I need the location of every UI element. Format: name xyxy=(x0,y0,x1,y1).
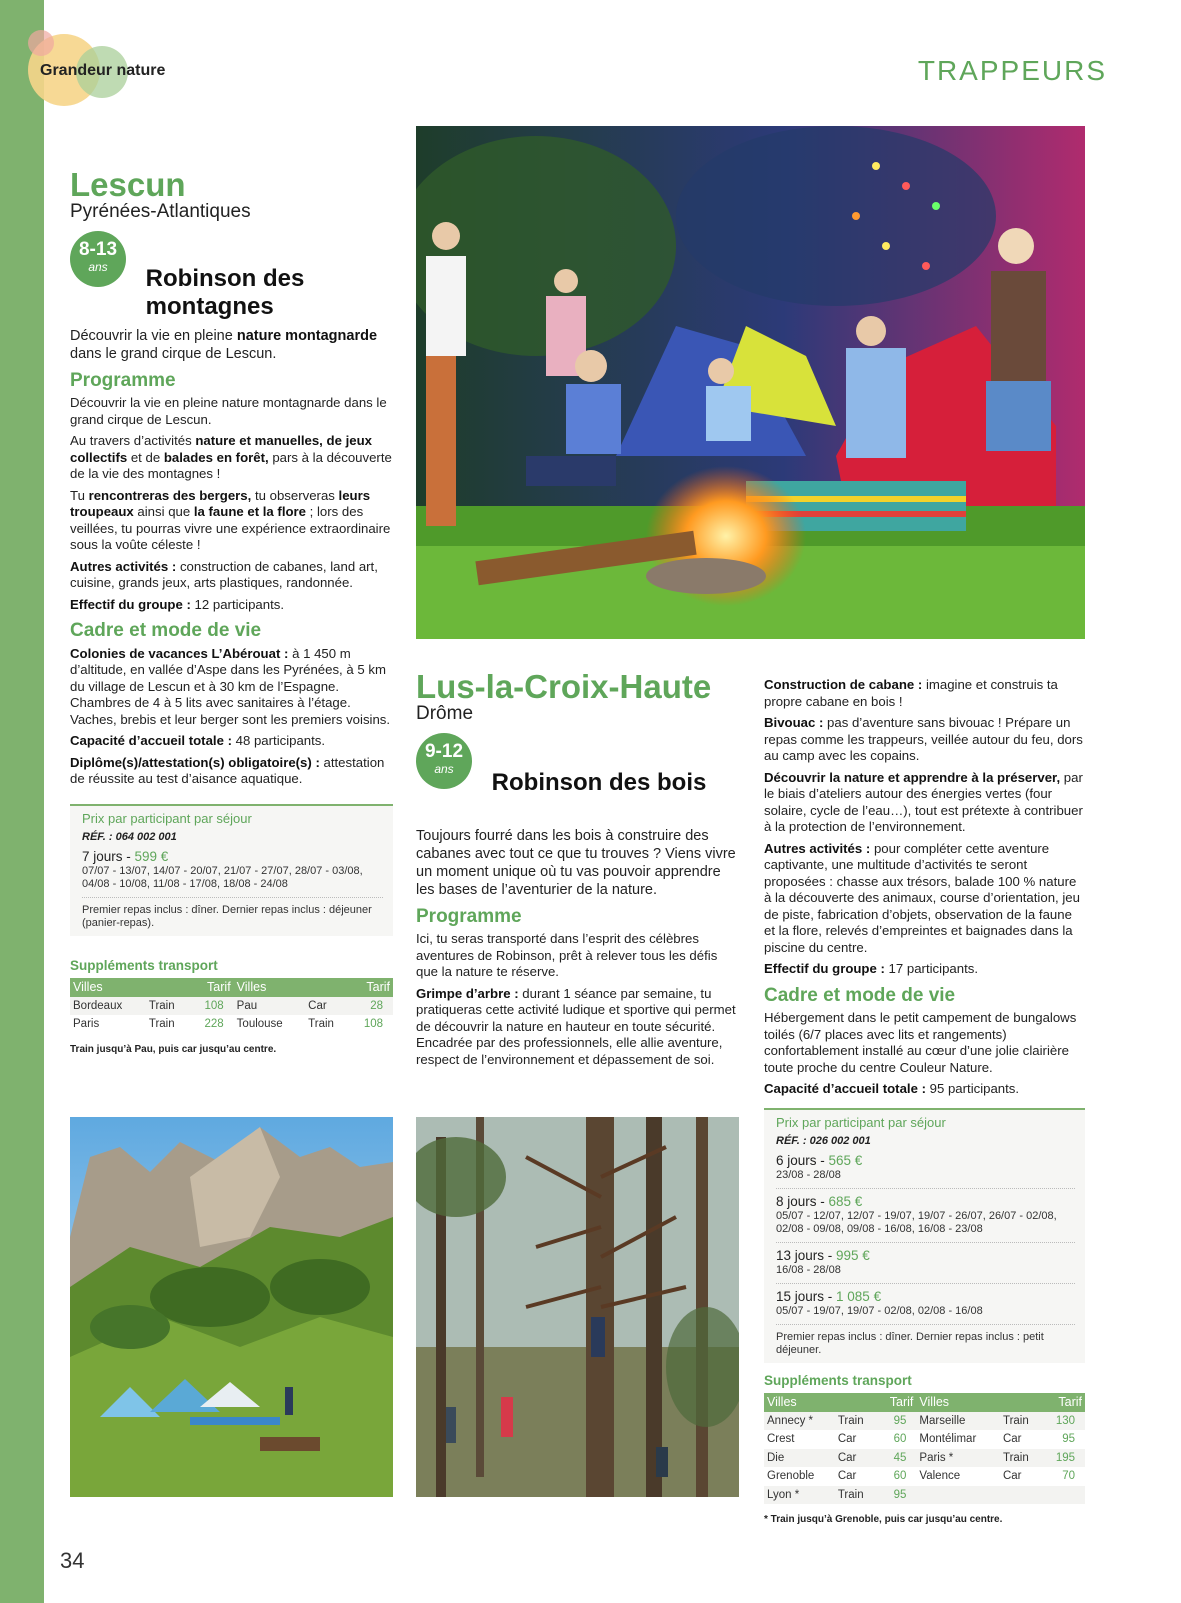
stay-title: Robinson des bois xyxy=(491,768,707,796)
transport-note: * Train jusqu’à Grenoble, puis car jusqu’au centre. xyxy=(764,1514,1003,1525)
programme-heading: Programme xyxy=(416,905,522,927)
price-heading: Prix par participant par séjour xyxy=(82,810,252,826)
lus-column xyxy=(416,668,738,1073)
programme-text: Découvrir la vie en pleine nature montagnarde dans le grand cirque de Lescun. xyxy=(70,395,387,427)
cadre-text: Colonies de vacances L’Abérouat : à 1 450 m d’altitude, en vallée d’Aspe dans les Pyrénées, à 5 km du village de Lescun et à 30 km de l’Espagne. Chambres de 4 à 5 lits avec sanitaires à l’étage. Vaches, brebis et leur berger sont les premiers voisins. xyxy=(70,645,391,727)
lus-column-right xyxy=(764,677,1085,1529)
place-title: Lescun xyxy=(70,166,186,203)
price-row: 7 jours - 599 € 07/07 - 13/07, 14/07 - 20/07, 21/07 - 27/07, 28/07 - 03/08, 04/08 - 10/08, 11/08 - 17/08, 18/08 - 24/08 xyxy=(82,850,383,898)
table-row: Crest Car 60 Montélimar Car 95 xyxy=(767,1433,1075,1445)
table-row: Grenoble Car 60 Valence Car 70 xyxy=(767,1470,1075,1482)
price-row: 8 jours - 685 € 05/07 - 12/07, 12/07 - 19/07, 19/07 - 26/07, 26/07 - 02/08, 02/08 - 09/08, 09/08 - 16/08, 16/08 - 23/08 xyxy=(776,1195,1075,1243)
transport-heading: Suppléments transport xyxy=(70,957,218,973)
cabane-text: Construction de cabane : imagine et construis ta propre cabane en bois ! xyxy=(764,677,1058,709)
group-size: Effectif du groupe : 12 participants. xyxy=(70,596,284,612)
table-row: Paris Train 228 Toulouse Train 108 xyxy=(73,1018,383,1030)
capacity: Capacité d’accueil totale : 48 participants. xyxy=(70,733,326,748)
programme-text: Tu rencontreras des bergers, tu observeras leurs troupeaux ainsi que la faune et la flore ; lors des veillées, tu pourras vivre une expérience extraordinaire sous la voûte céleste ! xyxy=(70,487,391,552)
place-title: Lus-la-Croix-Haute xyxy=(416,668,712,705)
group-size: Effectif du groupe : 17 participants. xyxy=(764,961,978,976)
price-note: Premier repas inclus : dîner. Dernier repas inclus : petit déjeuner. xyxy=(776,1330,1044,1356)
left-color-band xyxy=(0,0,44,1603)
programme-heading: Programme xyxy=(70,369,176,391)
transport-heading: Suppléments transport xyxy=(764,1372,912,1388)
brand-logo xyxy=(26,28,216,108)
reference: RÉF. : 026 002 001 xyxy=(776,1134,871,1147)
campfire-photo xyxy=(416,126,1085,639)
programme-text: Ici, tu seras transporté dans l’esprit des célèbres aventures de Robinson, prêt à relever tous les défis que la nature te réserve. xyxy=(416,931,718,979)
price-heading: Prix par participant par séjour xyxy=(776,1114,946,1130)
page-number: 34 xyxy=(60,1548,85,1573)
transport-note: Train jusqu’à Pau, puis car jusqu’au centre. xyxy=(70,1043,277,1055)
price-row: 13 jours - 995 € 16/08 - 28/08 xyxy=(776,1249,1075,1284)
region: Pyrénées-Atlantiques xyxy=(70,201,251,222)
brand-name: Grandeur nature xyxy=(40,62,166,79)
capacity: Capacité d’accueil totale : 95 participants. xyxy=(764,1081,1020,1096)
stay-intro: Découvrir la vie en pleine nature montagnarde dans le grand cirque de Lescun. xyxy=(70,327,378,362)
region: Drôme xyxy=(416,703,474,724)
bivouac-text: Bivouac : pas d’aventure sans bivouac ! Prépare un repas comme les trappeurs, veillée autour du feu, dors au camp avec les copains. xyxy=(764,715,1083,763)
stay-intro: Toujours fourré dans les bois à construire des cabanes avec tout ce que tu trouves ? Viens vivre un moment unique où tu vas pouvoir apprendre les bases de l’aventurier de la nature. xyxy=(416,827,736,898)
price-note: Premier repas inclus : dîner. Dernier repas inclus : déjeuner (panier-repas). xyxy=(82,903,372,929)
other-activities: Autres activités : pour compléter cette aventure captivante, une multitude d’activités te seront proposées : chasse aux trésors, balade 100 % nature à la découverte des animaux, course d’orientation, jeu de piste, fabrication d’objets, observation de la faune et la flore, relevés d’empreintes et baignades dans la piscine du centre. xyxy=(764,840,1080,955)
age-badge: 9-12 ans xyxy=(416,733,472,789)
transport-table: Villes Tarif Villes Tarif Bordeaux Train 108 Pau Car 28 Paris Train 228 Toulouse Train 108 xyxy=(70,978,393,1034)
price-box xyxy=(70,804,393,936)
diploma: Diplôme(s)/attestation(s) obligatoire(s) : attestation de réussite au test d’aisance aquatique. xyxy=(70,754,385,786)
price-row: 6 jours - 565 € 23/08 - 28/08 xyxy=(776,1154,1075,1189)
cadre-text: Hébergement dans le petit campement de bungalows toilés (6/7 places avec lits et rangements) confortablement installé au cœur d’une jolie clairière toute proche du centre Couleur Nature. xyxy=(764,1010,1077,1075)
forest-climbing-photo xyxy=(416,1117,739,1497)
transport-table: Villes Tarif Villes Tarif Annecy * Train 95 Marseille Train 130 Crest Car 60 Montélimar Car 95 Die Car 45 Paris * Train 195 Grenoble Car 60 Valence Car 70 Lyon * Train 95 xyxy=(764,1393,1085,1504)
decouvrir-text: Découvrir la nature et apprendre à la préserver, par le biais d’ateliers autour des énergies vertes (four solaire, cycle de l’eau…), tout est prétexte à contribuer à la protection de l’environnement. xyxy=(764,769,1083,834)
table-row: Bordeaux Train 108 Pau Car 28 xyxy=(70,997,393,1016)
price-row: 15 jours - 1 085 € 05/07 - 19/07, 19/07 - 02/08, 02/08 - 16/08 xyxy=(776,1290,1075,1325)
programme-text: Au travers d’activités nature et manuelles, de jeux collectifs et de balades en forêt, pars à la découverte de la vie des montagnes ! xyxy=(70,433,392,481)
cadre-heading: Cadre et mode de vie xyxy=(70,620,262,641)
other-activities: Autres activités : construction de cabanes, land art, cuisine, grands jeux, arts plastiques, randonnée. xyxy=(70,558,378,590)
lescun-column xyxy=(70,166,393,1058)
price-box xyxy=(764,1108,1085,1363)
table-row: Die Car 45 Paris * Train 195 xyxy=(764,1449,1085,1468)
age-badge: 8-13 ans xyxy=(70,231,126,287)
grimpe-text: Grimpe d’arbre : durant 1 séance par semaine, tu pratiqueras cette activité ludique et sportive qui permet de découvrir la nature en hauteur en toute sécurité. Encadrée par des professionnels, elle allie aventure, respect de l’environnement et dépassement de soi. xyxy=(416,985,736,1067)
reference: RÉF. : 064 002 001 xyxy=(82,830,177,843)
stay-title: Robinson des montagnes xyxy=(145,264,305,320)
table-row: Lyon * Train 95 xyxy=(764,1486,1085,1505)
cadre-heading: Cadre et mode de vie xyxy=(764,984,956,1006)
category-title: TRAPPEURS xyxy=(917,55,1107,86)
table-row: Annecy * Train 95 Marseille Train 130 xyxy=(764,1412,1085,1431)
mountain-camp-photo xyxy=(70,1117,393,1497)
